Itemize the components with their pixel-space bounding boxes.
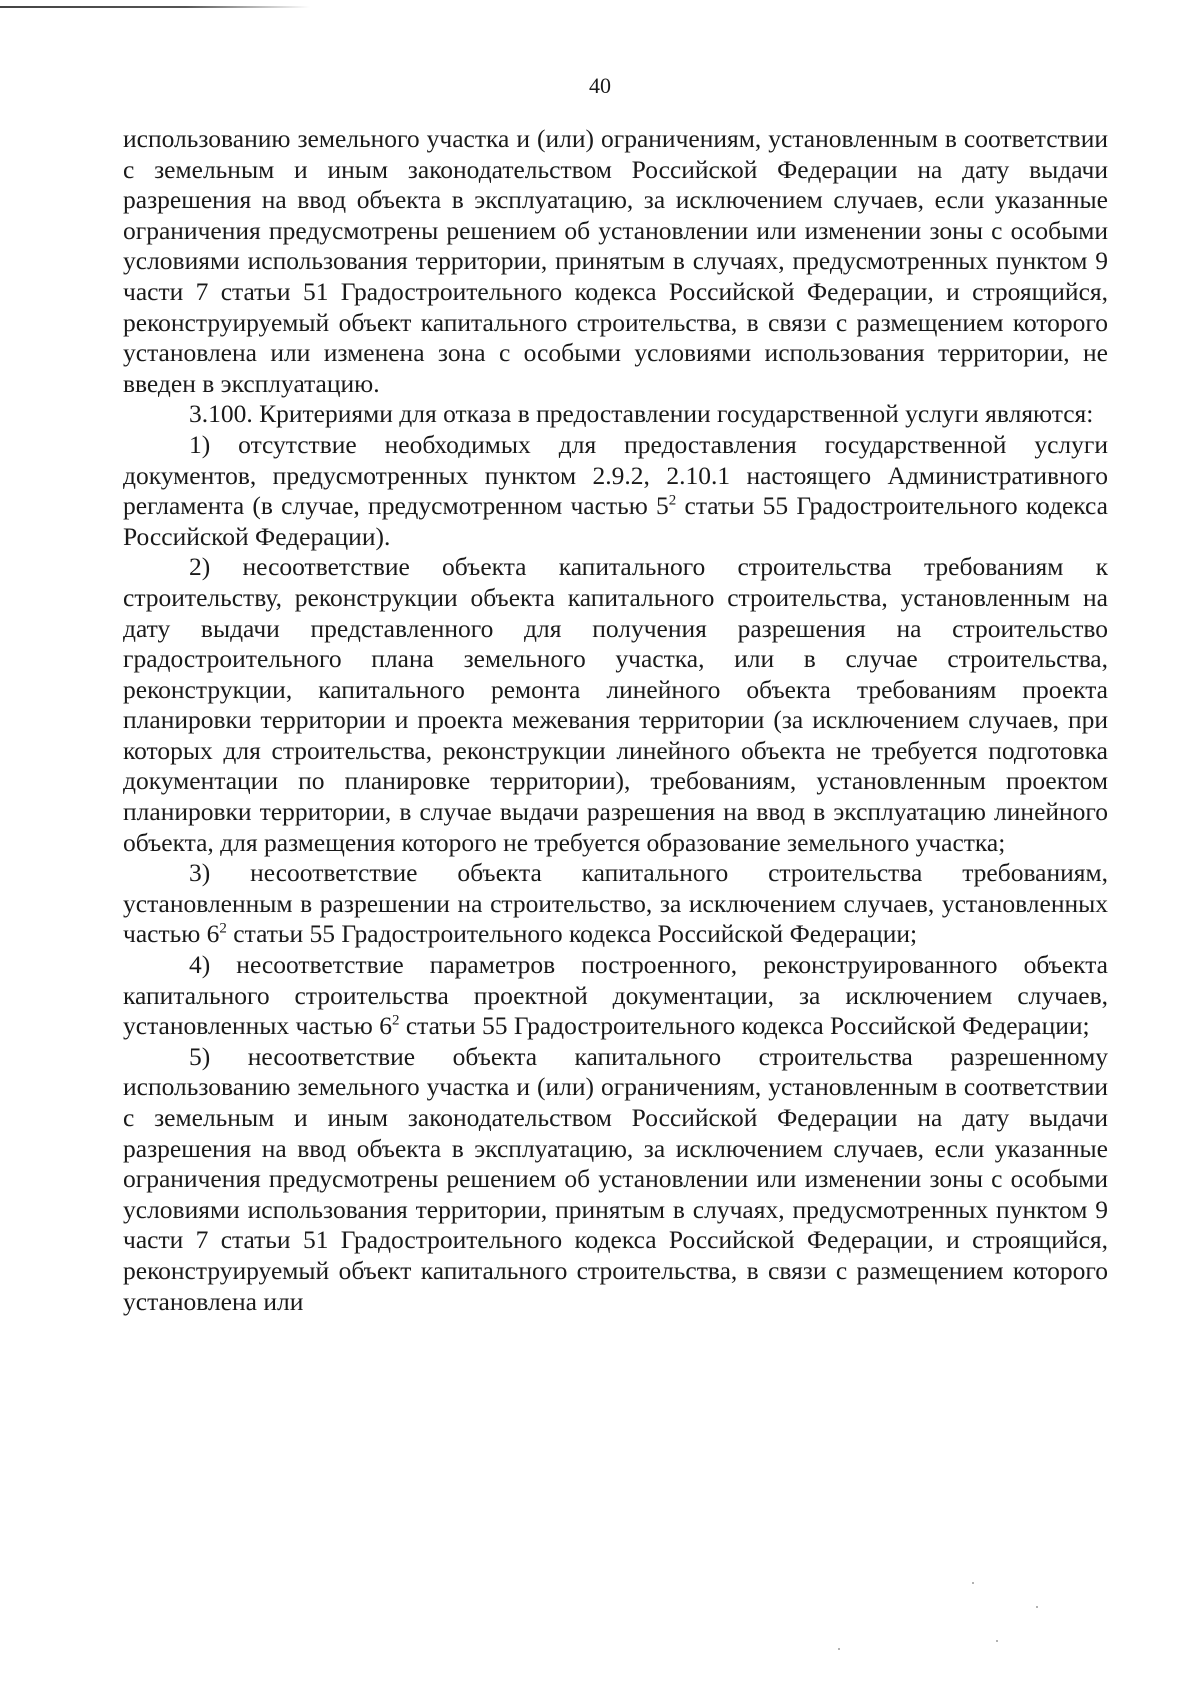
scan-speck — [838, 1648, 840, 1650]
paragraph-3-100: 3.100. Критериями для отказа в предоставлении государственной услуги являются: — [189, 399, 1094, 429]
list-item-1 — [123, 430, 1108, 552]
list-item-3-text: 3) несоответствие объекта капитального строительства требованиям, установленным в разрешении на строительство, за исключением случаев, установленных частью 6 — [123, 858, 1108, 949]
list-item-4-text: 4) несоответствие параметров построенного, реконструированного объекта капитального строительства проектной документации, за исключением случаев, установленных частью 6 — [123, 950, 1108, 1041]
superscript: 2 — [391, 1012, 400, 1029]
list-item-5: 5) несоответствие объекта капитального строительства разрешенному использованию земельного участка и (или) ограничениям, установленным в соответствии с земельным и иным законодательством Российской Федерации на дату выдачи разрешения на ввод объекта в эксплуатацию, за исключением случаев, если указанные ограничения предусмотрены решением об установлении или изменении зоны с особыми условиями использования территории, принятым в случаях, предусмотренных пунктом 9 части 7 статьи 51 Градостроительного кодекса Российской Федерации, и строящийся, реконструируемый объект капитального строительства, в связи с размещением которого установлена или — [123, 1041, 1108, 1316]
list-item-2: 2) несоответствие объекта капитального строительства требованиям к строительству, реконструкции объекта капитального строительства, установленным на дату выдачи представленного для получения разрешения на строительство градостроительного плана земельного участка, или в случае строительства, реконструкции, капитального ремонта линейного объекта требованиям проекта планировки территории и проекта межевания территории (за исключением случаев, при которых для строительства, реконструкции линейного объекта не требуется подготовка документации по планировке территории), требованиям, установленным проектом планировки территории, в случае выдачи разрешения на ввод в эксплуатацию линейного объекта, для размещения которого не требуется образование земельного участка; — [123, 552, 1108, 857]
list-item-3-text-end: статьи 55 Градостроительного кодекса Российской Федерации; — [226, 919, 918, 949]
document-body — [123, 124, 1108, 1317]
list-item-4-text-end: статьи 55 Градостроительного кодекса Российской Федерации; — [399, 1011, 1090, 1041]
page-number: 40 — [589, 73, 611, 98]
scan-speck — [996, 1640, 998, 1642]
list-item-3 — [123, 858, 1108, 950]
scan-artifact-line — [0, 6, 310, 8]
superscript: 2 — [668, 492, 677, 509]
superscript: 2 — [219, 920, 227, 937]
list-item-1-text-end: статьи 55 Градостроительного кодекса Российской Федерации). — [123, 491, 1108, 551]
list-item-4 — [123, 950, 1108, 1042]
paragraph-continuation: использованию земельного участка и (или) ограничениям, установленным в соответствии с земельным и иным законодательством Российской Федерации на дату выдачи разрешения на ввод объекта в эксплуатацию, за исключением случаев, если указанные ограничения предусмотрены решением об установлении или изменении зоны с особыми условиями использования территории, принятым в случаях, предусмотренных пунктом 9 части 7 статьи 51 Градостроительного кодекса Российской Федерации, и строящийся, реконструируемый объект капитального строительства, в связи с размещением которого установлена или изменена зона с особыми условиями использования территории, не введен в эксплуатацию. — [123, 124, 1108, 398]
scan-speck — [1036, 1606, 1038, 1608]
scan-speck — [972, 1582, 974, 1584]
list-item-1-text: 1) отсутствие необходимых для предоставления государственной услуги документов, предусмотренных пунктом 2.9.2, 2.10.1 настоящего Административного регламента (в случае, предусмотренном частью 5 — [123, 429, 1108, 521]
